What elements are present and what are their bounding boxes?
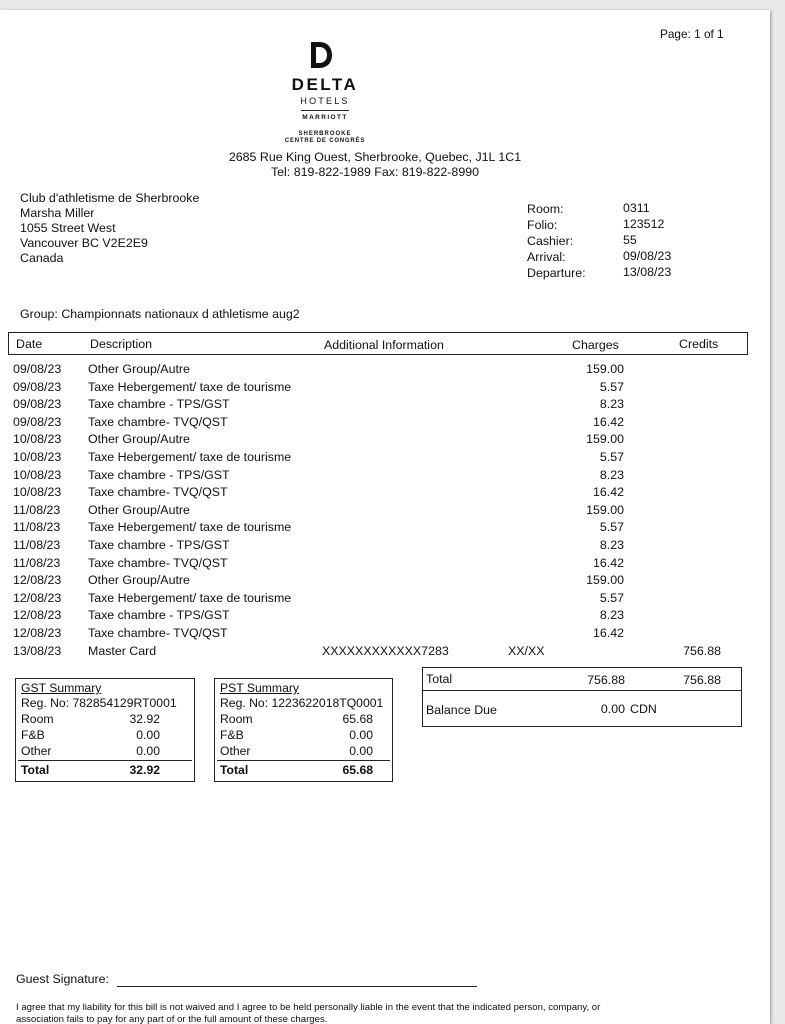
table-row [0, 362, 770, 379]
stay-value: 55 [623, 233, 637, 247]
disclaimer-line-2: association fails to pay for any part of or the full amount of these charges. [16, 1014, 328, 1024]
row-charges: 159.00 [586, 573, 624, 588]
table-row [0, 450, 770, 467]
stay-label: Arrival: [527, 250, 566, 264]
pst-line-value: 0.00 [349, 728, 373, 742]
gst-title: GST Summary [21, 681, 102, 695]
gst-reg-no: Reg. No: 782854129RT0001 [21, 696, 177, 710]
row-charges: 159.00 [586, 432, 624, 447]
row-date: 10/08/23 [13, 432, 62, 447]
table-row [0, 626, 770, 643]
row-description: Taxe chambre - TPS/GST [88, 608, 230, 623]
stay-value: 0311 [623, 201, 650, 215]
row-description: Taxe Hebergement/ taxe de tourisme [88, 520, 292, 535]
logo-marriott: MARRIOTT [302, 114, 348, 121]
gst-line-label: F&B [21, 728, 45, 742]
balance-currency: CDN [630, 702, 657, 716]
stay-label: Room: [527, 202, 564, 216]
total-credits: 756.88 [683, 673, 721, 687]
row-description: Taxe chambre- TVQ/QST [88, 626, 228, 640]
row-date: 12/08/23 [13, 626, 62, 640]
row-date: 09/08/23 [13, 397, 62, 412]
delta-logo-icon [307, 39, 335, 71]
table-row [0, 415, 770, 432]
logo-divider [301, 110, 349, 111]
logo-hotels: HOTELS [300, 96, 350, 106]
logo-location: SHERBROOKE [298, 131, 352, 137]
pst-summary-box [214, 678, 393, 782]
guest-street: 1055 Street West [20, 221, 116, 235]
pst-total-rule [217, 760, 390, 761]
row-description: Taxe chambre- TVQ/QST [88, 414, 228, 429]
guest-company: Club d'athletisme de Sherbrooke [20, 191, 200, 205]
gst-summary-box [15, 678, 195, 782]
gst-total-rule [18, 760, 192, 761]
col-description: Description [90, 337, 152, 351]
balance-due-amount: 0.00 [600, 702, 625, 716]
invoice-page [0, 10, 770, 1024]
table-row [0, 432, 770, 449]
row-date: 11/08/23 [13, 538, 61, 552]
row-description: Other Group/Autre [88, 432, 190, 447]
row-charges: 16.42 [592, 626, 624, 640]
row-date: 09/08/23 [13, 362, 62, 376]
signature-line[interactable] [117, 986, 477, 987]
pst-reg-no: Reg. No: 1223622018TQ0001 [220, 696, 384, 710]
row-charges: 8.23 [599, 397, 624, 412]
row-description: Taxe chambre - TPS/GST [88, 538, 230, 552]
gst-line-value: 0.00 [136, 728, 160, 742]
col-date: Date [16, 337, 43, 351]
row-charges: 8.23 [599, 538, 624, 552]
total-label: Total [426, 672, 453, 686]
row-description: Master Card [88, 643, 157, 658]
table-row [0, 556, 770, 573]
gst-line-label: Other [21, 744, 52, 758]
stay-label: Departure: [527, 266, 586, 280]
row-credits: 756.88 [683, 643, 721, 658]
row-description: Other Group/Autre [88, 573, 190, 588]
table-row [0, 503, 770, 520]
stay-value: 13/08/23 [623, 265, 672, 279]
row-charges: 16.42 [592, 485, 624, 500]
table-header [8, 332, 748, 355]
row-date: 09/08/23 [13, 414, 62, 429]
col-charges: Charges [572, 338, 619, 352]
stay-label: Cashier: [527, 234, 574, 248]
pst-total-value: 65.68 [342, 763, 373, 777]
row-description: Taxe chambre - TPS/GST [88, 397, 230, 412]
guest-name: Marsha Miller [20, 206, 95, 220]
row-date: 11/08/23 [13, 555, 61, 570]
row-description: Other Group/Autre [88, 502, 190, 517]
stay-value: 123512 [623, 217, 665, 231]
stay-label: Folio: [527, 218, 558, 232]
gst-line-label: Room [21, 712, 54, 726]
balance-due-label: Balance Due [426, 703, 497, 717]
guest-country: Canada [20, 251, 64, 265]
row-date: 10/08/23 [13, 450, 62, 464]
row-description: Taxe chambre- TVQ/QST [88, 485, 228, 500]
table-row [0, 608, 770, 625]
row-date: 13/08/23 [13, 643, 62, 658]
row-description: Taxe Hebergement/ taxe de tourisme [88, 450, 292, 464]
signature-label: Guest Signature: [16, 972, 109, 986]
group-name: Group: Championnats nationaux d athletisme aug2 [20, 307, 300, 321]
col-additional-info: Additional Information [324, 338, 444, 352]
table-row [0, 397, 770, 414]
row-description: Taxe chambre - TPS/GST [88, 467, 230, 482]
logo-location-2: CENTRE DE CONGRÈS [284, 138, 366, 144]
pst-title: PST Summary [220, 681, 300, 695]
row-charges: 5.57 [599, 520, 624, 535]
row-charges: 16.42 [592, 414, 624, 429]
pst-line-value: 0.00 [349, 744, 373, 758]
logo-brand: DELTA [291, 75, 359, 94]
row-date: 09/08/23 [13, 379, 62, 394]
table-row [0, 468, 770, 485]
gst-line-value: 0.00 [136, 744, 160, 758]
row-date: 12/08/23 [13, 608, 62, 623]
totals-box [422, 667, 742, 727]
disclaimer-line-1: I agree that my liability for this bill is not waived and I agree to be held personally liable in the event that the indicated person, company, or [16, 1002, 601, 1013]
table-row [0, 591, 770, 608]
hotel-address: 2685 Rue King Ouest, Sherbrooke, Quebec, J1L 1C1 [228, 150, 522, 164]
row-description: Taxe Hebergement/ taxe de tourisme [88, 379, 292, 394]
gst-total-value: 32.92 [129, 763, 160, 777]
pst-line-label: Room [220, 712, 253, 726]
row-charges: 5.57 [599, 590, 624, 605]
gst-line-value: 32.92 [129, 712, 160, 726]
row-charges: 159.00 [586, 362, 624, 376]
row-charges: 8.23 [599, 608, 624, 623]
table-row [0, 538, 770, 555]
row-additional-info: XXXXXXXXXXXX7283 [322, 643, 449, 658]
guest-city: Vancouver BC V2E2E9 [20, 236, 148, 250]
row-description: Other Group/Autre [88, 362, 190, 376]
table-row [0, 485, 770, 502]
hotel-phone: Tel: 819-822-1989 Fax: 819-822-8990 [270, 165, 480, 179]
row-date: 12/08/23 [13, 590, 62, 605]
row-charges: 16.42 [592, 555, 624, 570]
pst-line-value: 65.68 [342, 712, 373, 726]
row-charges: 5.57 [599, 379, 624, 394]
stay-value: 09/08/23 [623, 249, 672, 263]
table-row [0, 380, 770, 397]
row-date: 11/08/23 [13, 520, 61, 535]
row-date: 12/08/23 [13, 573, 62, 588]
table-row [0, 644, 770, 661]
row-date: 11/08/23 [13, 502, 61, 517]
row-date: 10/08/23 [13, 467, 62, 482]
totals-divider [423, 690, 741, 691]
pst-total-label: Total [220, 763, 249, 777]
page-number: Page: 1 of 1 [660, 27, 724, 41]
total-charges: 756.88 [587, 673, 625, 687]
pst-line-label: Other [220, 744, 251, 758]
row-description: Taxe Hebergement/ taxe de tourisme [88, 590, 292, 605]
table-row [0, 573, 770, 590]
col-credits: Credits [679, 337, 719, 351]
row-charges: 8.23 [599, 467, 624, 482]
row-additional-info-2: XX/XX [508, 643, 545, 658]
gst-total-label: Total [21, 763, 50, 777]
pst-line-label: F&B [220, 728, 244, 742]
row-charges: 5.57 [599, 450, 624, 464]
row-date: 10/08/23 [13, 485, 62, 500]
table-row [0, 520, 770, 537]
row-description: Taxe chambre- TVQ/QST [88, 555, 228, 570]
row-charges: 159.00 [586, 502, 624, 517]
